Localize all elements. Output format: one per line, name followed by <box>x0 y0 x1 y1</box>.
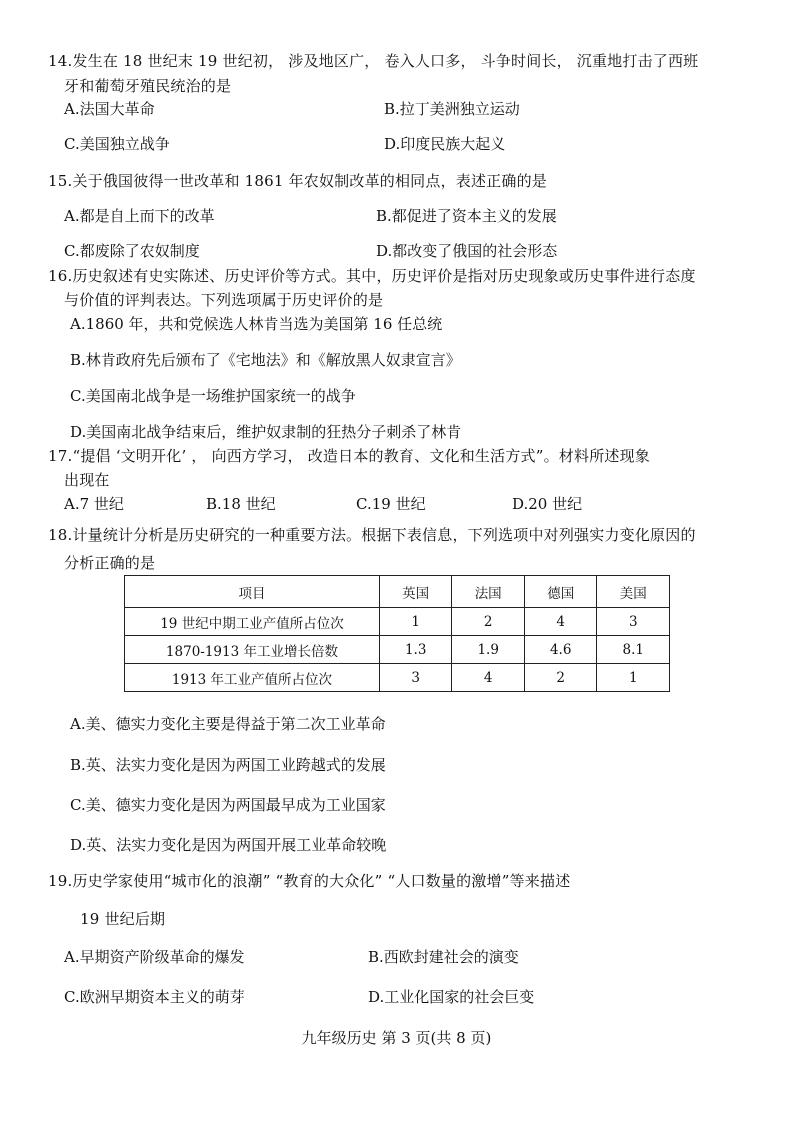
q17-option-a: A.7 世纪 <box>64 495 124 513</box>
q19-option-a: A.早期资产阶级革命的爆发 <box>64 948 245 966</box>
table-cell: 4 <box>452 664 525 692</box>
q18-option-b: B.英、法实力变化是因为两国工业跨越式的发展 <box>70 756 386 774</box>
q16-option-a: A.1860 年，共和党候选人林肯当选为美国第 16 任总统 <box>70 315 443 333</box>
table-header-cell: 美国 <box>597 576 670 608</box>
q14-option-c: C.美国独立战争 <box>64 135 170 153</box>
table-header-cell: 项目 <box>125 576 380 608</box>
q19-option-d: D.工业化国家的社会巨变 <box>368 988 535 1006</box>
table-cell: 2 <box>524 664 597 692</box>
q17-option-d: D.20 世纪 <box>512 495 583 513</box>
q17-stem-line2: 出现在 <box>64 471 110 489</box>
q16-option-d: D.美国南北战争结束后，维护奴隶制的狂热分子刺杀了林肯 <box>70 423 462 441</box>
table-cell: 4.6 <box>524 636 597 664</box>
q14-stem-line2: 牙和葡萄牙殖民统治的是 <box>64 77 232 95</box>
industrial-stats-table <box>124 575 670 692</box>
table-header-cell: 法国 <box>452 576 525 608</box>
table-cell: 4 <box>524 608 597 636</box>
table-row <box>125 608 670 636</box>
q14-option-a: A.法国大革命 <box>64 100 155 118</box>
q19-stem-line2: 19 世纪后期 <box>80 910 166 928</box>
q14-option-d: D.印度民族大起义 <box>384 135 506 153</box>
q19-option-b: B.西欧封建社会的演变 <box>368 948 519 966</box>
q17-option-c: C.19 世纪 <box>356 495 426 513</box>
table-header-row <box>125 576 670 608</box>
table-cell: 1913 年工业产值所占位次 <box>125 664 380 692</box>
q15-option-b: B.都促进了资本主义的发展 <box>376 207 557 225</box>
table-cell: 1.3 <box>379 636 452 664</box>
table-row <box>125 664 670 692</box>
table-cell: 8.1 <box>597 636 670 664</box>
q15-option-a: A.都是自上而下的改革 <box>64 207 215 225</box>
table-header-cell: 德国 <box>524 576 597 608</box>
q18-option-c: C.美、德实力变化是因为两国最早成为工业国家 <box>70 796 386 814</box>
q18-option-d: D.英、法实力变化是因为两国开展工业革命较晚 <box>70 836 387 854</box>
table-header-cell: 英国 <box>379 576 452 608</box>
table-cell: 19 世纪中期工业产值所占位次 <box>125 608 380 636</box>
q18-stem-line2: 分析正确的是 <box>64 554 156 572</box>
q17-stem-line1: 17.“提倡 ‘文明开化’ ， 向西方学习， 改造日本的教育、文化和生活方式”。材料所述现象 <box>48 447 651 465</box>
q18-stem-line1: 18.计量统计分析是历史研究的一种重要方法。根据下表信息，下列选项中对列强实力变化原因的 <box>48 526 696 544</box>
table-cell: 1.9 <box>452 636 525 664</box>
q16-stem-line2: 与价值的评判表达。下列选项属于历史评价的是 <box>64 291 384 309</box>
table-cell: 3 <box>379 664 452 692</box>
q17-option-b: B.18 世纪 <box>206 495 276 513</box>
q14-option-b: B.拉丁美洲独立运动 <box>384 100 520 118</box>
q19-stem-line1: 19.历史学家使用“城市化的浪潮” “教育的大众化” “人口数量的激增”等来描述 <box>48 872 571 890</box>
table-cell: 1870-1913 年工业增长倍数 <box>125 636 380 664</box>
q15-option-d: D.都改变了俄国的社会形态 <box>376 242 558 260</box>
q19-option-c: C.欧洲早期资本主义的萌芽 <box>64 988 245 1006</box>
q16-option-c: C.美国南北战争是一场维护国家统一的战争 <box>70 387 356 405</box>
q16-stem-line1: 16.历史叙述有史实陈述、历史评价等方式。其中，历史评价是指对历史现象或历史事件进行态度 <box>48 267 696 285</box>
table-cell: 1 <box>597 664 670 692</box>
table-cell: 3 <box>597 608 670 636</box>
q14-stem-line1: 14.发生在 18 世纪末 19 世纪初， 涉及地区广， 卷入人口多， 斗争时间长， 沉重地打击了西班 <box>48 52 699 70</box>
q15-option-c: C.都废除了农奴制度 <box>64 242 200 260</box>
table-row <box>125 636 670 664</box>
q18-option-a: A.美、德实力变化主要是得益于第二次工业革命 <box>70 715 386 733</box>
table-cell: 2 <box>452 608 525 636</box>
q16-option-b: B.林肯政府先后颁布了《宅地法》和《解放黑人奴隶宣言》 <box>70 351 461 369</box>
page-footer: 九年级历史 第 3 页(共 8 页) <box>301 1029 492 1047</box>
table-cell: 1 <box>379 608 452 636</box>
q15-stem: 15.关于俄国彼得一世改革和 1861 年农奴制改革的相同点，表述正确的是 <box>48 172 547 190</box>
